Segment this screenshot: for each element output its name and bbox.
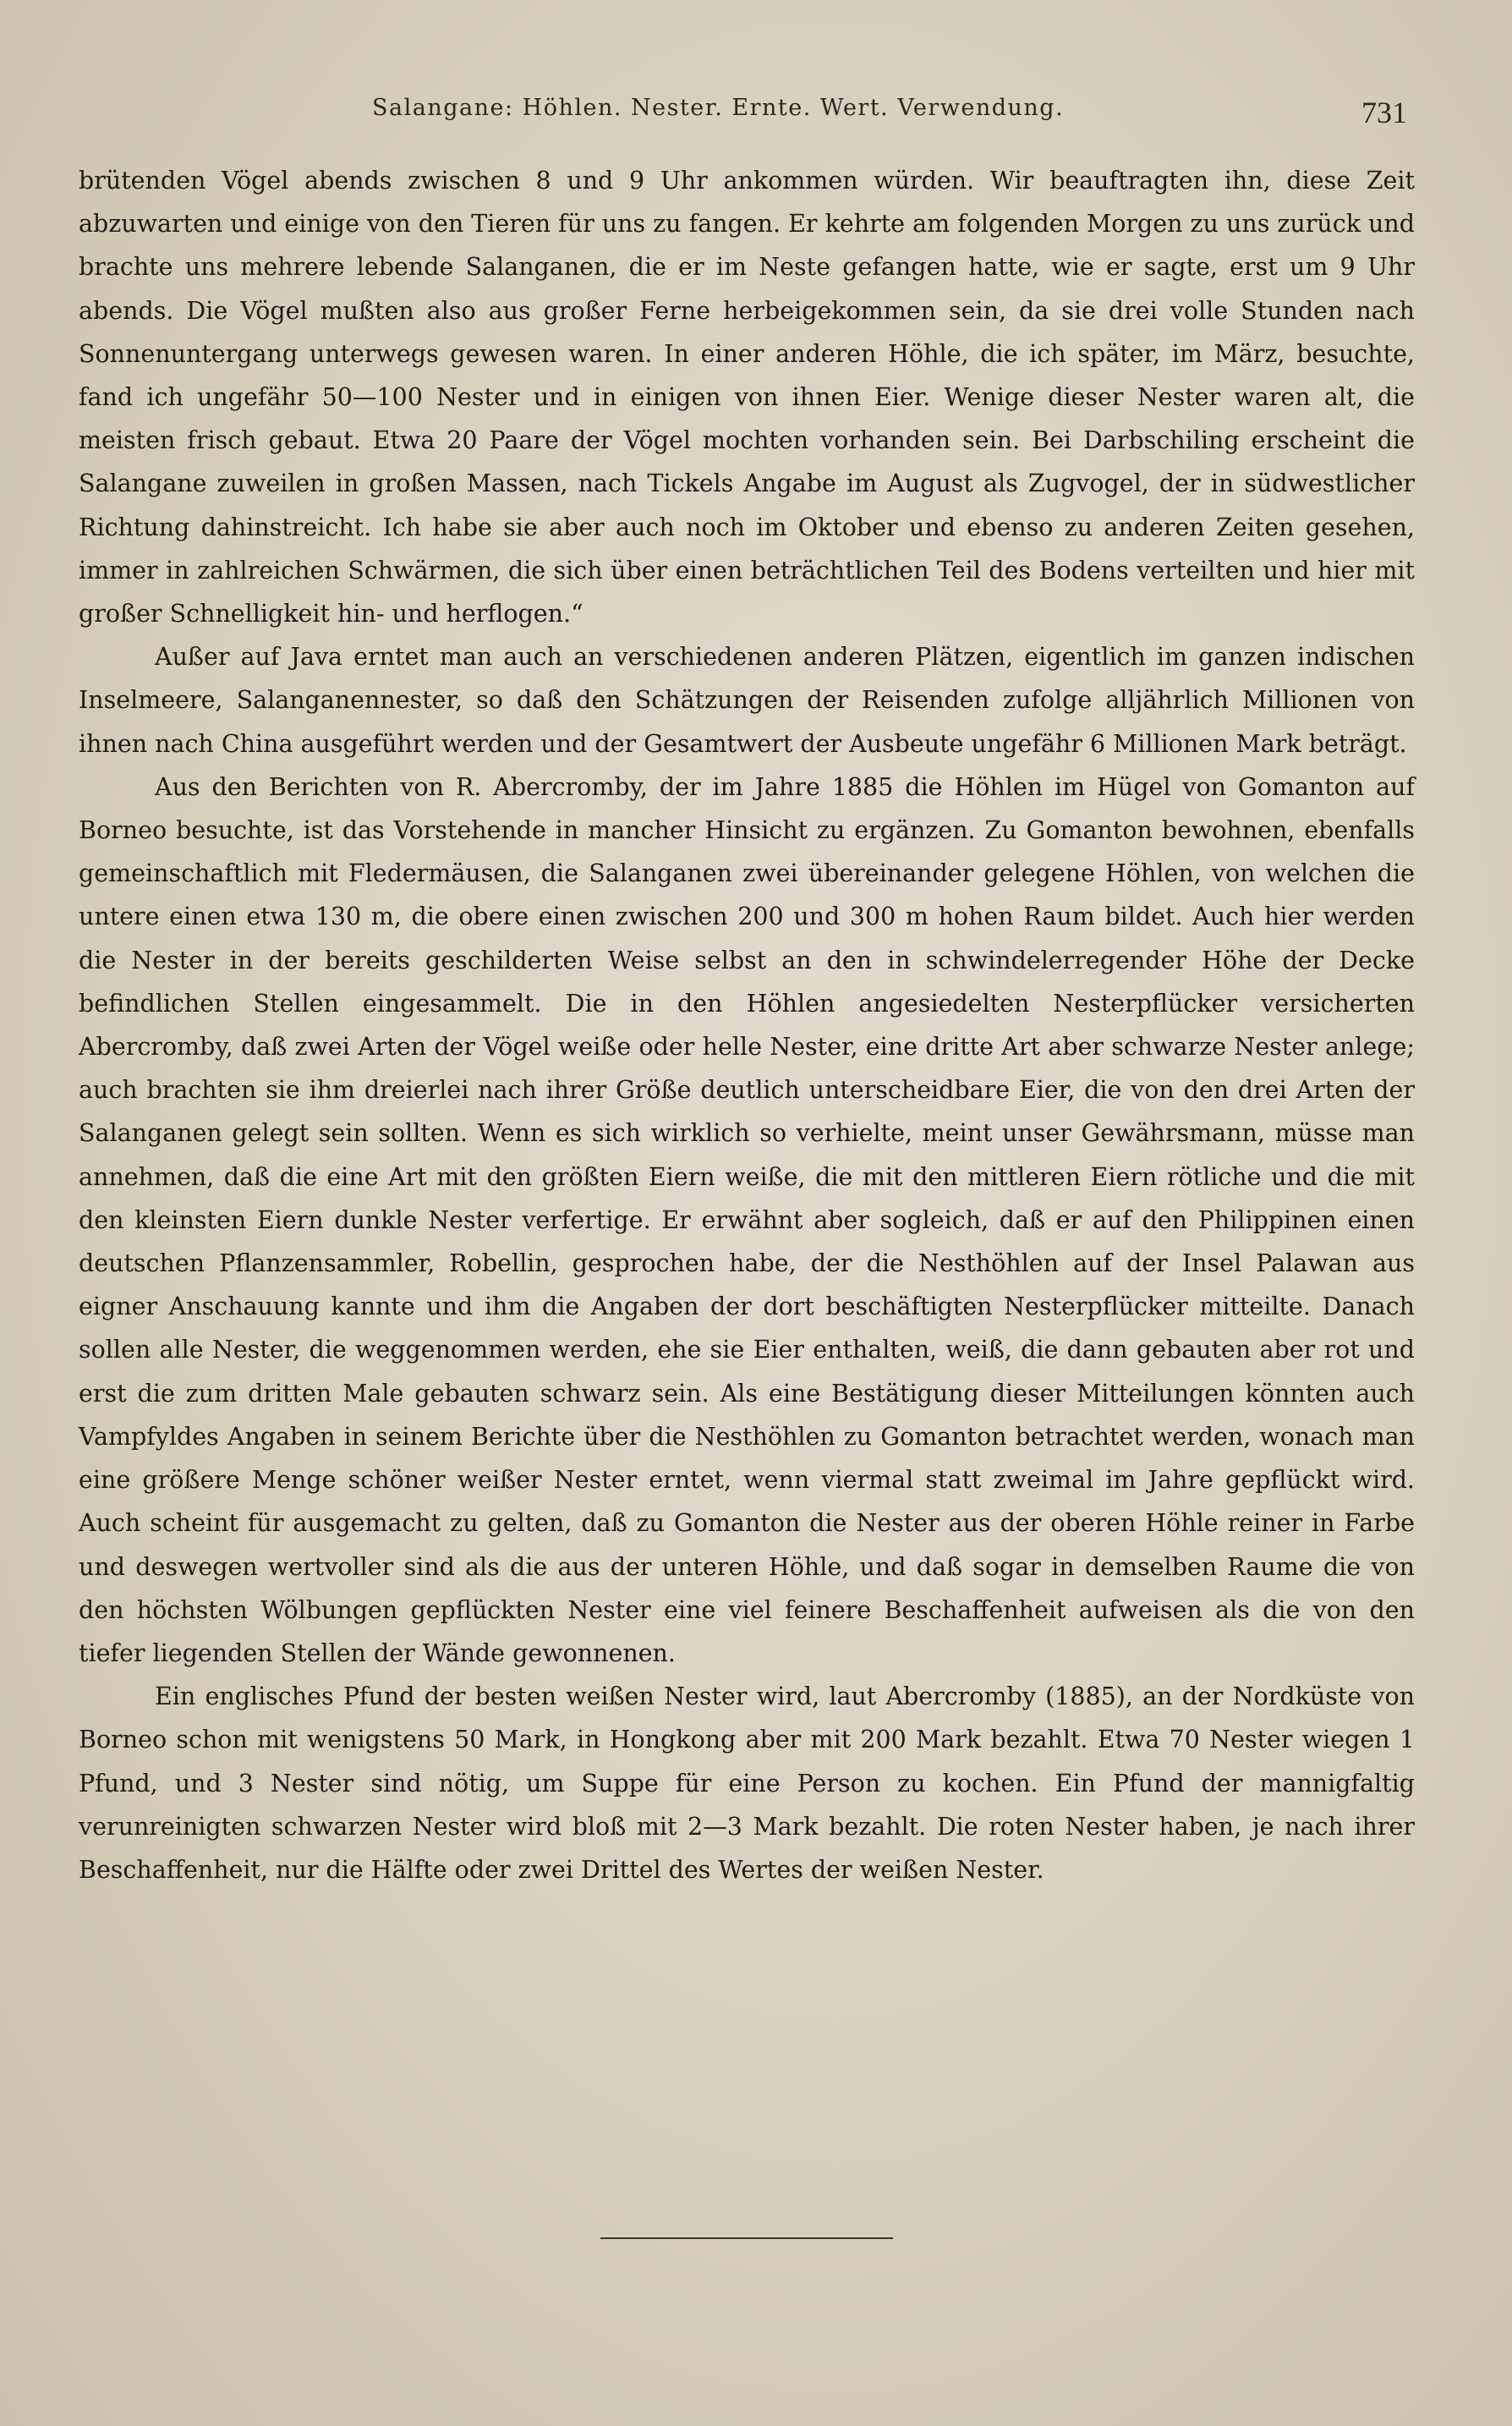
paragraph: Außer auf Java erntet man auch an verschiedenen anderen Plätzen, eigentlich im ganzen indischen Inselmeere, Salanganennester, so daß den Schätzungen der Reisenden zufolge alljährlich Millionen von ihnen nach China ausgeführt werden und der Gesamtwert der Ausbeute ungefähr 6 Millionen Mark beträgt. [79, 643, 1415, 758]
running-head: Salangane: Höhlen. Nester. Ernte. Wert. Verwendung. [372, 95, 1065, 121]
page-number: 731 [1361, 96, 1407, 129]
page-header [0, 95, 1512, 145]
paragraph: Aus den Berichten von R. Abercromby, der im Jahre 1885 die Höhlen im Hügel von Gomanton auf Borneo besuchte, ist das Vorstehende in mancher Hinsicht zu ergänzen. Zu Gomanton bewohnen, ebenfalls gemeinschaftlich mit Fledermäusen, die Salanganen zwei übereinander gelegene Höhlen, von welchen die untere einen etwa 130 m, die obere einen zwischen 200 und 300 m hohen Raum bildet. Auch hier werden die Nester in der bereits geschilderten Weise selbst an den in schwindelerregender Höhe der Decke befindlichen Stellen eingesammelt. Die in den Höhlen angesiedelten Nesterpflücker versicherten Abercromby, daß zwei Arten der Vögel weiße oder helle Nester, eine dritte Art aber schwarze Nester anlege; auch brachten sie ihm dreierlei nach ihrer Größe deutlich unterscheidbare Eier, die von den drei Arten der Salanganen gelegt sein sollten. Wenn es sich wirklich so verhielte, meint unser Gewährsmann, müsse man annehmen, daß die eine Art mit den größten Eiern weiße, die mit den mittleren Eiern rötliche und die mit den kleinsten Eiern dunkle Nester verfertige. Er erwähnt aber sogleich, daß er auf den Philippinen einen deutschen Pflanzensammler, Robellin, gesprochen habe, der die Nesthöhlen auf der Insel Palawan aus eigner Anschauung kannte und ihm die Angaben der dort beschäftigten Nesterpflücker mitteilte. Danach sollen alle Nester, die weggenommen werden, ehe sie Eier enthalten, weiß, die dann gebauten aber rot und erst die zum dritten Male gebauten schwarz sein. Als eine Bestätigung dieser Mitteilungen könnten auch Vampfyldes Angaben in seinem Berichte über die Nesthöhlen zu Gomanton betrachtet werden, wonach man eine größere Menge schöner weißer Nester erntet, wenn viermal statt zweimal im Jahre gepflückt wird. Auch scheint für ausgemacht zu gelten, daß zu Gomanton die Nester aus der oberen Höhle reiner in Farbe und deswegen wertvoller sind als die aus der unteren Höhle, und daß sogar in demselben Raume die von den höchsten Wölbungen gepflückten Nester eine viel feinere Beschaffenheit aufweisen als die von den tiefer liegenden Stellen der Wände gewonnenen. [79, 772, 1415, 1667]
paragraph-continued: brütenden Vögel abends zwischen 8 und 9 Uhr ankommen würden. Wir beauftragten ihn, diese Zeit abzuwarten und einige von den Tieren für uns zu fangen. Er kehrte am folgenden Morgen zu uns zurück und brachte uns mehrere lebende Salanganen, die er im Neste gefangen hatte, wie er sagte, erst um 9 Uhr abends. Die Vögel mußten also aus großer Ferne herbeigekommen sein, da sie drei volle Stunden nach Sonnenuntergang unterwegs gewesen waren. In einer anderen Höhle, die ich später, im März, besuchte, fand ich ungefähr 50—100 Nester und in einigen von ihnen Eier. Wenige dieser Nester waren alt, die meisten frisch gebaut. Etwa 20 Paare der Vögel mochten vorhanden sein. Bei Darbschiling erscheint die Salangane zuweilen in großen Massen, nach Tickels Angabe im August als Zugvogel, der in südwestlicher Richtung dahinstreicht. Ich habe sie aber auch noch im Oktober und ebenso zu anderen Zeiten gesehen, immer in zahlreichen Schwärmen, die sich über einen beträchtlichen Teil des Bodens verteilten und hier mit großer Schnelligkeit hin- und herflogen.“ [79, 167, 1415, 628]
section-end-rule [600, 2237, 893, 2239]
paragraph: Ein englisches Pfund der besten weißen Nester wird, laut Abercromby (1885), an der Nordküste von Borneo schon mit wenigstens 50 Mark, in Hongkong aber mit 200 Mark bezahlt. Etwa 70 Nester wiegen 1 Pfund, und 3 Nester sind nötig, um Suppe für eine Person zu kochen. Ein Pfund der mannigfaltig verunreinigten schwarzen Nester wird bloß mit 2—3 Mark bezahlt. Die roten Nester haben, je nach ihrer Beschaffenheit, nur die Hälfte oder zwei Drittel des Wertes der weißen Nester. [79, 1682, 1415, 1884]
body-text [79, 159, 1415, 1891]
